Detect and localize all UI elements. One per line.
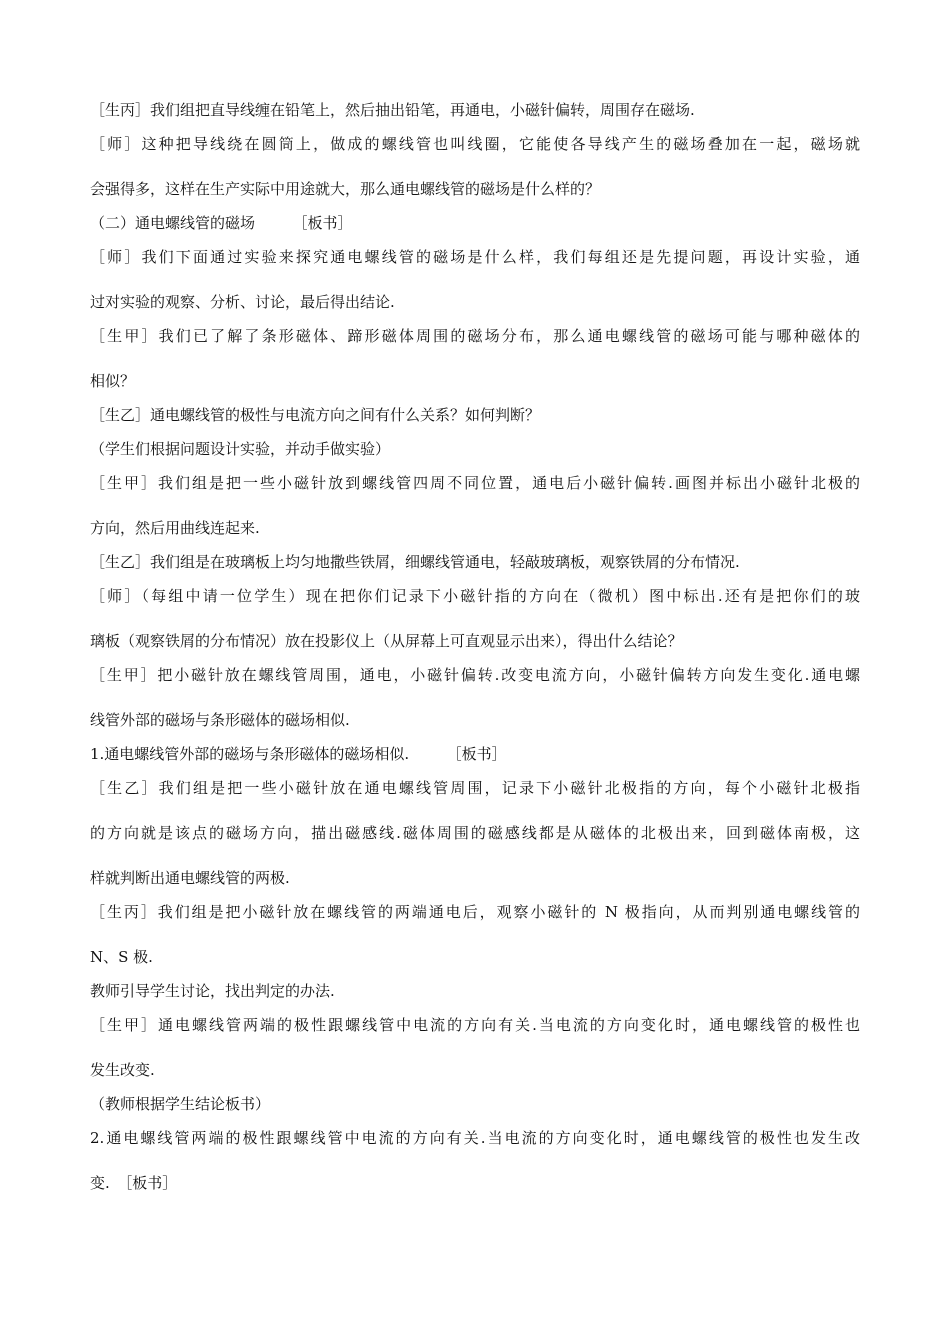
text-line: N、S 极.: [90, 948, 153, 966]
text-line: ［师］（每组中请一位学生）现在把你们记录下小磁针指的方向在（微机）图中标出.还有是把你们的玻: [90, 587, 860, 605]
paragraph-shi-1: [90, 132, 860, 201]
text-line: 过对实验的观察、分析、讨论，最后得出结论.: [90, 293, 395, 311]
paragraph-note-2: [90, 1092, 860, 1116]
text-line: ［生甲］通电螺线管两端的极性跟螺线管中电流的方向有关.当电流的方向变化时，通电螺线管的极性也: [90, 1016, 860, 1034]
section-heading: [90, 211, 860, 235]
text-line: 方向，然后用曲线连起来.: [90, 519, 260, 537]
text-line: 2.通电螺线管两端的极性跟螺线管中电流的方向有关.当电流的方向变化时，通电螺线管的极性也发生改: [90, 1129, 860, 1147]
text-line: ［生丙］我们组把直导线缠在铅笔上，然后抽出铅笔，再通电，小磁针偏转，周围存在磁场.: [90, 101, 695, 119]
paragraph-shi-3: [90, 584, 860, 653]
text-line: ［生甲］把小磁针放在螺线管周围，通电，小磁针偏转.改变电流方向，小磁针偏转方向发生变化.通电螺: [90, 666, 860, 684]
paragraph-sheng-yi-2: [90, 550, 860, 574]
text-line: 相似？: [90, 372, 136, 390]
text-line: 璃板（观察铁屑的分布情况）放在投影仪上（从屏幕上可直观显示出来），得出什么结论？: [90, 632, 683, 650]
text-line: 教师引导学生讨论，找出判定的办法.: [90, 982, 335, 1000]
text-line: （教师根据学生结论板书）: [90, 1095, 271, 1113]
text-line: 发生改变.: [90, 1061, 155, 1079]
paragraph-sheng-jia-3: [90, 663, 860, 732]
text-line: ［生甲］我们组是把一些小磁针放到螺线管四周不同位置，通电后小磁针偏转.画图并标出小磁针北极的: [90, 474, 860, 492]
paragraph-sheng-bing-1: [90, 98, 860, 122]
text-line: （学生们根据问题设计实验，并动手做实验）: [90, 440, 391, 458]
conclusion-2: [90, 1126, 860, 1195]
paragraph-shi-2: [90, 245, 860, 314]
text-line: ［生甲］我们已了解了条形磁体、蹄形磁体周围的磁场分布，那么通电螺线管的磁场可能与哪种磁体的: [90, 327, 860, 345]
text-line: ［生丙］我们组是把小磁针放在螺线管的两端通电后，观察小磁针的 N 极指向，从而判别通电螺线管的: [90, 903, 860, 921]
paragraph-sheng-jia-4: [90, 1013, 860, 1082]
paragraph-sheng-jia-2: [90, 471, 860, 540]
paragraph-sheng-jia-1: [90, 324, 860, 393]
document-body: [90, 98, 860, 1195]
text-line: 的方向就是该点的磁场方向，描出磁感线.磁体周围的磁感线都是从磁体的北极出来，回到磁体南极，这: [90, 824, 860, 842]
text-line: ［生乙］通电螺线管的极性与电流方向之间有什么关系？如何判断？: [90, 406, 541, 424]
text-line: ［师］这种把导线绕在圆筒上，做成的螺线管也叫线圈，它能使各导线产生的磁场叠加在一起，磁场就: [90, 135, 860, 153]
text-line: 变. ［板书］: [90, 1174, 178, 1192]
conclusion-1: [90, 742, 860, 766]
text-line: 会强得多，这样在生产实际中用途就大，那么通电螺线管的磁场是什么样的？: [90, 180, 601, 198]
text-line: ［师］我们下面通过实验来探究通电螺线管的磁场是什么样，我们每组还是先提问题，再设计实验，通: [90, 248, 860, 266]
paragraph-sheng-bing-2: [90, 900, 860, 969]
paragraph-sheng-yi-1: [90, 403, 860, 427]
text-line: 1.通电螺线管外部的磁场与条形磁体的磁场相似. ［板书］: [90, 745, 507, 763]
text-line: ［生乙］我们组是把一些小磁针放在通电螺线管周围，记录下小磁针北极指的方向，每个小磁针北极指: [90, 779, 860, 797]
text-line: 线管外部的磁场与条形磁体的磁场相似.: [90, 711, 350, 729]
text-line: （二）通电螺线管的磁场 ［板书］: [90, 214, 353, 232]
paragraph-sheng-yi-3: [90, 776, 860, 890]
text-line: 样就判断出通电螺线管的两极.: [90, 869, 290, 887]
paragraph-note-1: [90, 437, 860, 461]
text-line: ［生乙］我们组是在玻璃板上均匀地撒些铁屑，细螺线管通电，轻敲玻璃板，观察铁屑的分布情况.: [90, 553, 740, 571]
paragraph-teacher-guide: [90, 979, 860, 1003]
